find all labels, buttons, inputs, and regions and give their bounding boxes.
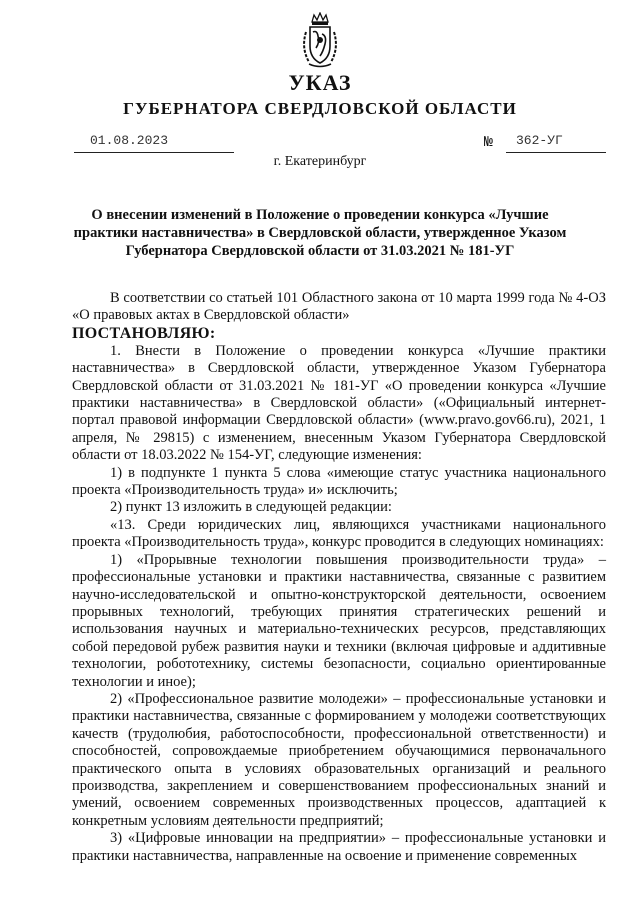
nomination-2-paragraph: 2) «Профессиональное развитие молодежи» – профессиональные установки и практики наставничества, связанные с формированием у молодежи соответствующих качеств (трудолюбия, работоспособности, профессиональной ответственности) и способностей, сопровождаемые приобретением обучающимися первоначального практического опыта в условиях образовательных организаций и реального производства, закреплением и совершенствованием профессиональных знаний и умений, освоением современных производственных процессов, адаптацией к конкретным условиям деятельности предприятий; <box>72 690 606 829</box>
nomination-3-paragraph: 3) «Цифровые инновации на предприятии» – профессиональные установки и практики наставничества, направленные на освоение и применение современных <box>72 830 606 864</box>
decree-body <box>72 290 606 865</box>
number-sign: № <box>484 134 494 151</box>
decree-resolution-word: ПОСТАНОВЛЯЮ: <box>72 324 216 342</box>
point-13-paragraph: «13. Среди юридических лиц, являющихся участниками национального проекта «Производительность труда», конкурс проводится в следующих номинациях: <box>72 516 606 551</box>
preamble-paragraph: В соответствии со статьей 101 Областного закона от 10 марта 1999 года № 4-ОЗ «О правовых актах в Свердловской области» <box>72 290 606 324</box>
nomination-1-paragraph: 1) «Прорывные технологии повышения производительности труда» – профессиональные установки и практики наставничества, связанные с развитием научно-исследовательской и опытно-конструкторской деятельности, освоением прорывных технологий, требующих принятия стратегических решений и использования научных и материально-технических ресурсов, представляющих собой передовой рубеж развития науки и техники (включая цифровые и аддитивные технологии, робототехнику, системы безопасности, социально ориентированные технологии и иное); <box>72 551 606 690</box>
subitem-2-paragraph: 2) пункт 13 изложить в следующей редакции: <box>110 499 392 516</box>
number-underline <box>506 152 606 153</box>
decree-number: 362-УГ <box>516 133 563 148</box>
decree-date: 01.08.2023 <box>90 133 169 148</box>
subitem-1-paragraph: 1) в подпункте 1 пункта 5 слова «имеющие статус участника национального проекта «Производительность труда» и» исключить; <box>72 464 606 499</box>
city-label: г. Екатеринбург <box>273 154 367 169</box>
issuer-title: ГУБЕРНАТОРА СВЕРДЛОВСКОЙ ОБЛАСТИ <box>123 99 517 118</box>
coat-of-arms-icon <box>300 12 340 70</box>
item-1-paragraph: 1. Внести в Положение о проведении конкурса «Лучшие практики наставничества» в Свердловской области, утвержденное Указом Губернатора Свердловской области от 31.03.2021 № 181-УГ «О проведении конкурса «Лучшие практики наставничества» в Свердловской области» («Официальный интернет-портал правовой информации Свердловской области» (www.pravo.gov66.ru), 2021, 1 апреля, № 29815) с изменением, внесенным Указом Губернатора Свердловской области от 18.03.2022 № 154-УГ, следующие изменения: <box>72 342 606 464</box>
date-underline <box>74 152 234 153</box>
decree-heading: О внесении изменений в Положение о проведении конкурса «Лучшие практики наставничества» в Свердловской области, утвержденное Указом Губернатора Свердловской области от 31.03.2021 № 181-УГ <box>73 207 567 259</box>
document-type-title: УКАЗ <box>288 70 352 95</box>
